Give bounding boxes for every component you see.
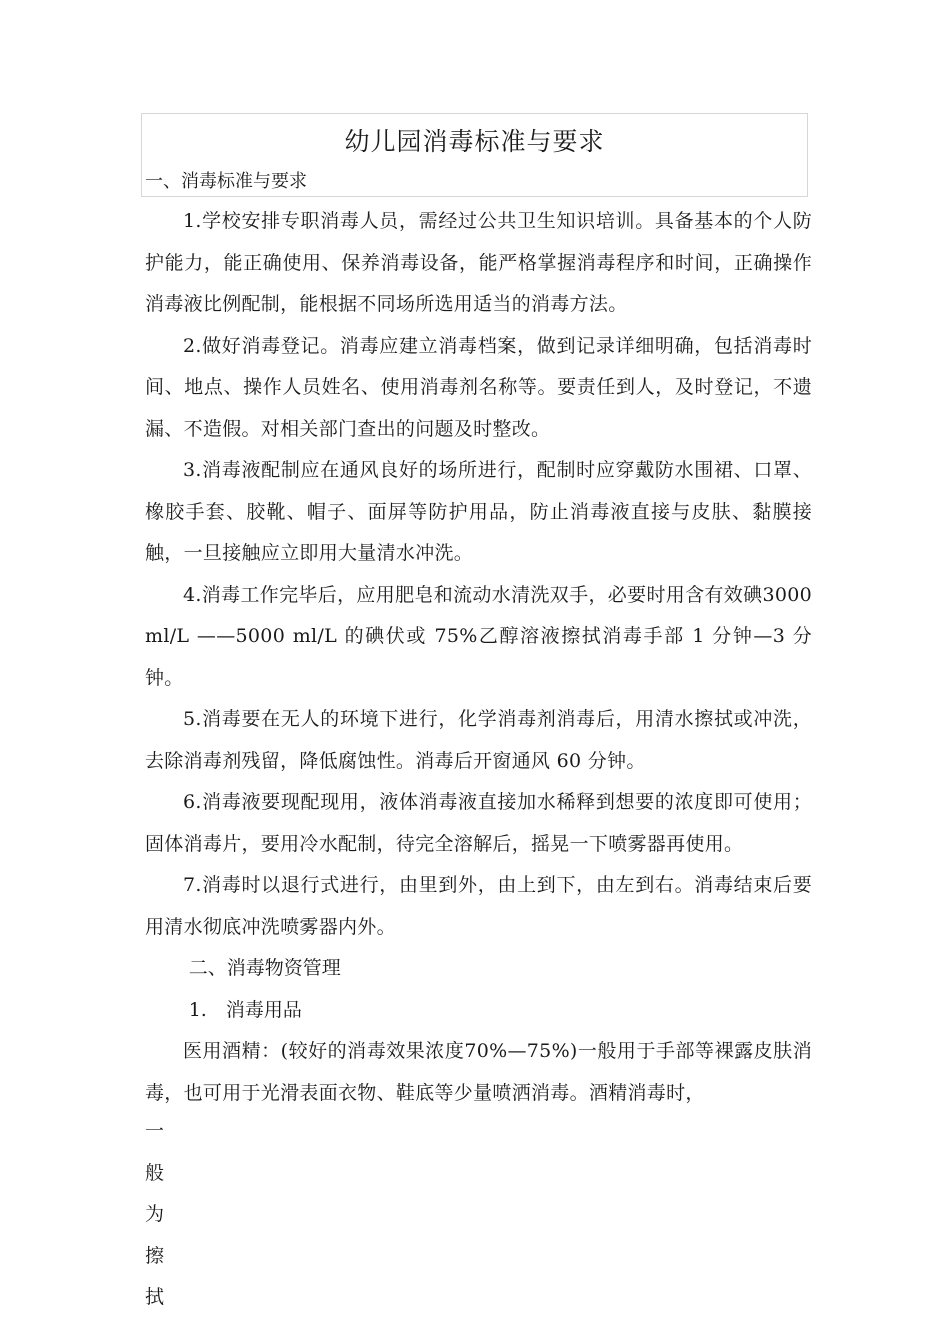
paragraph-2: 2.做好消毒登记。消毒应建立消毒档案，做到记录详细明确，包括消毒时间、地点、操作人员姓名、使用消毒剂名称等。要责任到人，及时登记，不遗漏、不造假。对相关部门查出的问题及时整改。 (145, 334, 812, 440)
paragraph-3: 3.消毒液配制应在通风良好的场所进行，配制时应穿戴防水围裙、口罩、橡胶手套、胶靴、帽子、面屏等防护用品，防止消毒液直接与皮肤、黏膜接触，一旦接触应立即用大量清水冲洗。 (145, 459, 812, 564)
vertical-char: 一 (145, 1120, 165, 1142)
paragraph-5: 5.消毒要在无人的环境下进行，化学消毒剂消毒后，用清水擦拭或冲洗，去除消毒剂残留，降低腐蚀性。消毒后开窗通风 60 分钟。 (145, 708, 812, 772)
vertical-char: 为 (145, 1203, 165, 1225)
subsection-heading: 1. 消毒用品 (188, 998, 302, 1021)
title-box (141, 113, 808, 197)
paragraph-6: 6.消毒液要现配现用，液体消毒液直接加水稀释到想要的浓度即可使用；固体消毒片，要用冷水配制，待完全溶解后，摇晃一下喷雾器再使用。 (145, 791, 812, 855)
alcohol-paragraph: 医用酒精：(较好的消毒效果浓度70%—75%)一般用于手部等裸露皮肤消毒，也可用于光滑表面衣物、鞋底等少量喷洒消毒。酒精消毒时， (145, 1040, 812, 1104)
page-title: 幼儿园消毒标准与要求 (344, 127, 605, 156)
paragraph-4: 4.消毒工作完毕后，应用肥皂和流动水清洗双手，必要时用含有效碘3000 ml/L ——5000 ml/L 的碘伏或 75%乙醇溶液擦拭消毒手部 1 分钟—3 分钟。 (145, 583, 812, 689)
vertical-char: 般 (145, 1161, 165, 1184)
section-heading-2: 二、消毒物资管理 (188, 957, 341, 979)
vertical-char: 拭 (145, 1286, 165, 1308)
section-heading-1: 一、消毒标准与要求 (145, 171, 307, 192)
vertical-text-column (145, 1111, 164, 1319)
document-body (145, 201, 812, 1114)
paragraph-1: 1.学校安排专职消毒人员，需经过公共卫生知识培训。具备基本的个人防护能力，能正确使用、保养消毒设备，能严格掌握消毒程序和时间，正确操作消毒液比例配制，能根据不同场所选用适当的消毒方法。 (145, 210, 812, 315)
paragraph-7: 7.消毒时以退行式进行，由里到外，由上到下，由左到右。消毒结束后要用清水彻底冲洗喷雾器内外。 (145, 874, 812, 938)
vertical-char: 擦 (145, 1244, 165, 1267)
